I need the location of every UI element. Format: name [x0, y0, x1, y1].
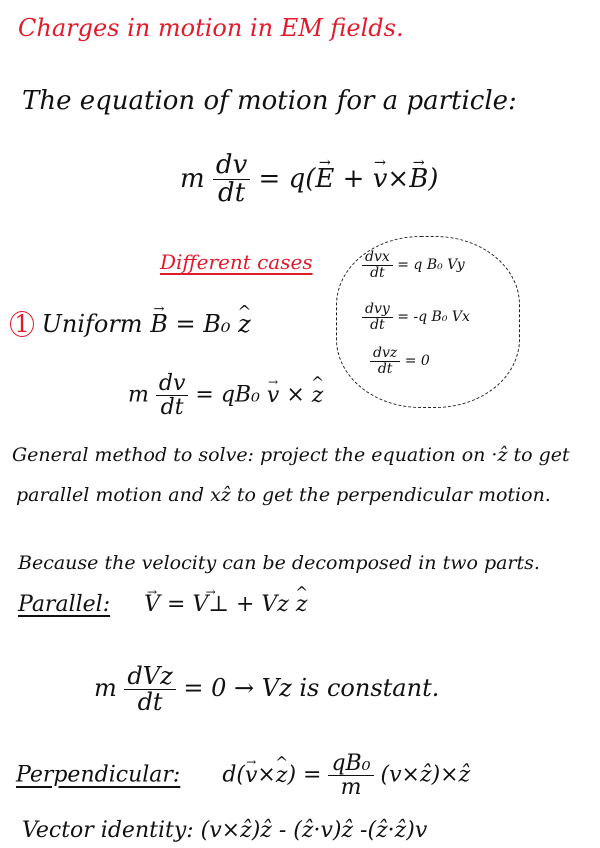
intro-line: The equation of motion for a particle:: [22, 86, 517, 116]
equation-of-motion: [180, 152, 438, 208]
case-eq: = B₀: [167, 310, 239, 338]
time-derivative: [213, 152, 250, 208]
cz-den: dt: [377, 360, 393, 377]
case-1-equation: [128, 372, 323, 419]
case1-m: m: [128, 382, 149, 408]
fraction-denominator: dt: [218, 178, 246, 209]
case1-x: ×: [279, 382, 312, 408]
cx-den: dt: [370, 264, 385, 281]
component-x: [362, 250, 465, 280]
b-field-vector: → B: [409, 164, 428, 194]
parallel-equation: [94, 664, 439, 715]
parallel-zhat: ^ z: [296, 592, 308, 617]
decomposition-line: Because the velocity can be decomposed in two parts.: [18, 552, 540, 574]
mass-symbol: m: [180, 163, 205, 194]
case1-num: dv: [156, 372, 189, 396]
parallel-vperp: → V⊥: [192, 592, 229, 617]
cz-rhs: = 0: [404, 353, 430, 370]
close-paren: ): [428, 163, 439, 194]
rhs-q: = q(: [258, 163, 316, 194]
parallel-eq: =: [160, 592, 193, 617]
z-hat: ^ z: [238, 310, 251, 338]
cz-num: dvz: [370, 346, 400, 362]
component-z: [370, 346, 430, 376]
case1-v: → v: [267, 383, 279, 408]
perp-rparen: ): [287, 762, 297, 788]
cy-den: dt: [370, 316, 385, 333]
fraction-numerator: dv: [213, 152, 250, 180]
general-method-line-2: parallel motion and xẑ to get the perpendicular motion.: [16, 484, 551, 506]
e-field-vector: → E: [315, 164, 334, 194]
case-number: 1: [10, 311, 34, 337]
vector-identity-line: Vector identity: (v×ẑ)ẑ - (ẑ·v)ẑ -(ẑ·ẑ)v: [22, 818, 428, 843]
perp-num: qB₀: [328, 752, 373, 776]
perp-lhs: d(: [222, 762, 245, 788]
parallel-line: [18, 592, 308, 617]
par-m: m: [94, 674, 117, 703]
perp-z: ^ z: [276, 763, 288, 788]
page-title: Charges in motion in EM fields.: [18, 14, 404, 42]
parallel-rest: + Vz: [229, 592, 296, 617]
case1-rhs: = qB₀: [195, 382, 267, 408]
par-rhs: = 0 → Vz is constant.: [183, 674, 440, 703]
perpendicular-label: Perpendicular:: [16, 762, 181, 788]
parallel-label: Parallel:: [18, 592, 111, 617]
velocity-vector: → v: [373, 164, 388, 194]
case-label: Uniform: [41, 310, 143, 338]
perp-rhs: (v×ẑ)×ẑ: [380, 762, 471, 788]
b-vector: → B: [150, 310, 168, 338]
perpendicular-line: [16, 752, 470, 799]
perp-x: ×: [257, 762, 276, 788]
different-cases-heading: Different cases: [160, 250, 313, 274]
plus-sign: +: [334, 163, 373, 194]
case1-z: ^ z: [312, 383, 324, 408]
par-den: dt: [137, 688, 163, 717]
perp-eq: =: [296, 762, 329, 788]
case-1-heading: [10, 310, 251, 338]
perp-v: → v: [245, 763, 257, 788]
general-method-line-1: General method to solve: project the equation on ·ẑ to get: [12, 444, 570, 466]
cross-sign: ×: [387, 163, 410, 194]
cx-num: dvx: [362, 250, 393, 266]
component-y: [362, 302, 470, 332]
cx-rhs: = q B₀ Vy: [397, 257, 465, 274]
case1-den: dt: [160, 395, 184, 421]
perp-den: m: [340, 775, 362, 801]
cy-rhs: = -q B₀ Vx: [397, 309, 470, 326]
cy-num: dvy: [362, 302, 393, 318]
par-num: dVz: [124, 664, 175, 690]
parallel-v: → V: [144, 592, 160, 617]
